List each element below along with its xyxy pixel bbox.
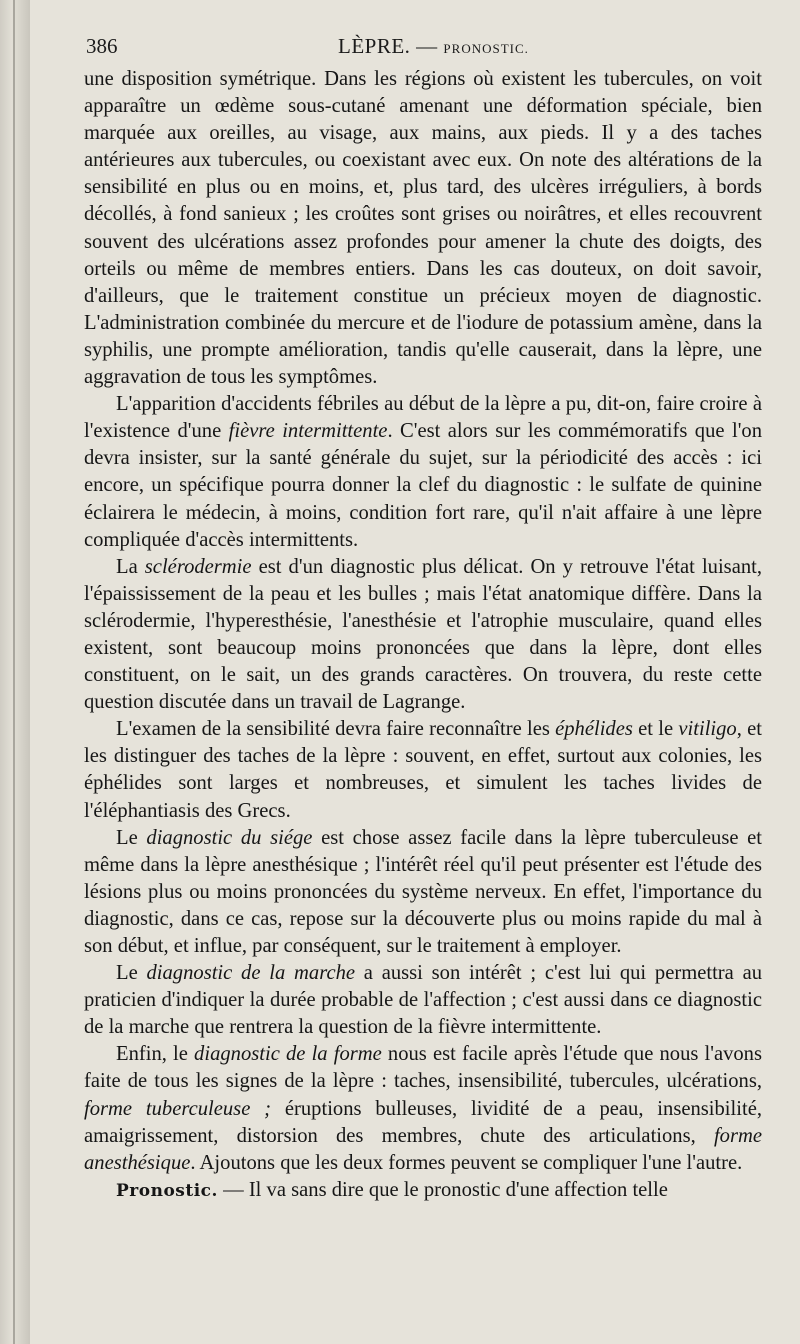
running-dash: — (416, 34, 438, 58)
text-run: , et les distinguer des taches de la lèpre : souvent, en effet, surtout aux colonies, les éphélides sont larges et nombreuses, et simulent les taches livides de l'éléphantiasis des Grecs. (84, 718, 762, 822)
italic-phrase: diagnostic de la forme (194, 1043, 382, 1066)
paragraph (84, 1041, 762, 1176)
italic-phrase: éphélides (555, 718, 633, 741)
text-run: L'apparition d'accidents fébriles au début de la lèpre a pu, dit-on, faire croire à l'existence d'une (84, 393, 762, 443)
paragraph (84, 1177, 762, 1205)
paragraph (84, 554, 762, 717)
running-section: PRONOSTIC. (443, 41, 529, 56)
paragraph (84, 825, 762, 960)
text-run: et le (632, 718, 679, 741)
italic-phrase: diagnostic de la marche (146, 962, 356, 985)
text-run: nous est facile après l'étude que nous l'avons faite de tous les signes de la lèpre : taches, insensibilité, tubercules, ulcérations, (84, 1043, 762, 1093)
italic-phrase: forme tuberculeuse ; (84, 1097, 272, 1120)
text-run: est chose assez facile dans la lèpre tuberculeuse et même dans la lèpre anesthésique ; l'intérêt réel qu'il peut présenter est l'étude des lésions plus ou moins prononcées du système nerveux. En effet, l'importance du diagnostic, dans ce cas, repose sur la découverte plus ou moins rapide du mal à son début, et influe, par conséquent, sur le traitement à employer. (84, 826, 763, 957)
italic-phrase: forme anesthésique (84, 1124, 762, 1174)
italic-phrase: vitiligo (678, 718, 737, 741)
italic-phrase: sclérodermie (144, 555, 252, 578)
page-number: 386 (86, 34, 118, 58)
text-run: L'examen de la sensibilité devra faire reconnaître les (116, 718, 556, 741)
italic-phrase: fièvre intermittente (228, 420, 388, 443)
paragraph (84, 391, 762, 554)
text-run: La (116, 555, 145, 578)
text-run: une disposition symétrique. Dans les régions où existent les tubercules, on voit apparaître un œdème sous-cutané amenant une déformation spéciale, bien marquée aux oreilles, au visage, aux mains, aux pieds. Il y a des taches antérieures aux tubercules, ou coexistant avec eux. On note des altérations de la sensibilité en plus ou en moins, et, plus tard, des ulcères irréguliers, à bords décollés, à fond sanieux ; les croûtes sont grises ou noirâtres, et elles recouvrent souvent des ulcérations assez profondes pour amener la chute des doigts, des orteils ou même de membres entiers. Dans les cas douteux, on doit savoir, d'ailleurs, que le traitement constitue un précieux moyen de diagnostic. L'administration combinée du mercure et de l'iodure de potassium amène, dans la syphilis, une prompte amélioration, tandis qu'elle causerait, dans la lèpre, une aggravation de tous les symptômes. (84, 68, 762, 389)
running-title: LÈPRE. (338, 34, 411, 58)
paragraph (84, 960, 762, 1041)
text-run: . Ajoutons que les deux formes peuvent se compliquer l'une l'autre. (190, 1151, 743, 1174)
text-run: a aussi son intérêt ; c'est lui qui permettra au praticien d'indiquer la durée probable de l'affection ; c'est aussi dans ce diagnostic de la marche que rentrera la question de la fièvre intermittente. (84, 962, 763, 1039)
text-run: Enfin, le (116, 1043, 195, 1066)
page-header (86, 34, 762, 64)
text-run: Le (116, 962, 147, 985)
book-binding (0, 0, 30, 1344)
text-run: est d'un diagnostic plus délicat. On y retrouve l'état luisant, l'épaississement de la peau et les bulles ; mais l'état anatomique diffère. Dans la sclérodermie, l'hyperesthésie, l'anesthésie et l'atrophie musculaire, quand elles existent, sont beaucoup moins prononcées que dans la lèpre, dont elles constituent, on le sait, un des grands caractères. On trouvera, du reste cette question discutée dans un travail de Lagrange. (84, 555, 763, 714)
text-run: . C'est alors sur les commémoratifs que l'on devra insister, sur la santé générale du sujet, sur la périodicité des accès : ici encore, un spécifique pourra donner la clef du diagnostic : le sulfate de quinine éclairera le médecin, à moins, condition fort rare, qu'il n'ait affaire à une lèpre compliquée d'accès intermittents. (84, 420, 762, 551)
paragraph (84, 716, 762, 824)
paragraph (84, 66, 762, 391)
spine-fold (13, 0, 15, 1344)
text-run: Le (116, 826, 147, 849)
text-run: éruptions bulleuses, lividité de a peau, insensibilité, amaigrissement, distorsion des membres, chute des articulations, (84, 1097, 762, 1147)
text-run: — Il va sans dire que le pronostic d'une affection telle (217, 1178, 668, 1201)
section-heading: Pronostic. (116, 1180, 218, 1201)
italic-phrase: diagnostic du siége (146, 826, 313, 849)
body-text (84, 66, 762, 1205)
running-head (338, 34, 529, 59)
